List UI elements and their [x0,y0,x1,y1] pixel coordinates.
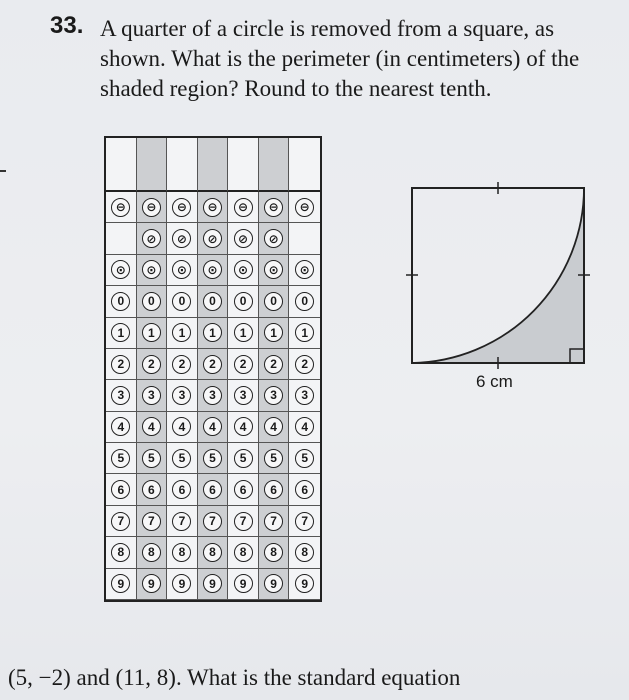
digit-bubble-6[interactable]: 6 [111,480,130,499]
fraction-bar-bubble[interactable]: ⊘ [234,229,253,248]
grid-cell [228,192,259,223]
digit-bubble-9[interactable]: 9 [172,574,191,593]
digit-bubble-9[interactable]: 9 [203,574,222,593]
digit-bubble-0[interactable]: 0 [264,292,283,311]
grid-cell [228,412,259,443]
digit-bubble-7[interactable]: 7 [234,512,253,531]
digit-bubble-5[interactable]: 5 [234,449,253,468]
decimal-point-bubble[interactable]: ⊙ [111,260,130,279]
decimal-point-bubble[interactable]: ⊙ [234,260,253,279]
grid-cell [259,192,290,223]
grid-cell [289,443,320,474]
sign-bubble[interactable]: ⊖ [295,198,314,217]
digit-bubble-8[interactable]: 8 [234,543,253,562]
grid-cell [228,349,259,380]
digit-bubble-1[interactable]: 1 [111,323,130,342]
digit-bubble-2[interactable]: 2 [295,355,314,374]
digit-bubble-6[interactable]: 6 [142,480,161,499]
digit-bubble-3[interactable]: 3 [111,386,130,405]
digit-bubble-2[interactable]: 2 [142,355,161,374]
grid-cell [259,569,290,600]
fraction-bar-bubble[interactable]: ⊘ [142,229,161,248]
digit-bubble-2[interactable]: 2 [111,355,130,374]
sign-bubble[interactable]: ⊖ [172,198,191,217]
digit-bubble-3[interactable]: 3 [295,386,314,405]
grid-cell [289,349,320,380]
digit-bubble-5[interactable]: 5 [172,449,191,468]
grid-cell [137,380,168,411]
grid-cell [198,318,229,349]
digit-bubble-7[interactable]: 7 [203,512,222,531]
digit-bubble-7[interactable]: 7 [142,512,161,531]
grid-cell [289,192,320,223]
sign-bubble[interactable]: ⊖ [111,198,130,217]
grid-cell [137,318,168,349]
digit-bubble-7[interactable]: 7 [111,512,130,531]
digit-bubble-4[interactable]: 4 [264,417,283,436]
grid-cell [137,443,168,474]
grid-cell [198,380,229,411]
digit-bubble-7[interactable]: 7 [264,512,283,531]
grid-cell [106,349,137,380]
digit-bubble-8[interactable]: 8 [172,543,191,562]
decimal-point-bubble[interactable]: ⊙ [172,260,191,279]
grid-cell [259,286,290,317]
grid-cell [106,380,137,411]
grid-cell [259,506,290,537]
grid-cell [198,192,229,223]
grid-cell [198,412,229,443]
grid-cell [167,286,198,317]
side-length-label: 6 cm [476,372,513,391]
digit-bubble-9[interactable]: 9 [295,574,314,593]
digit-bubble-0[interactable]: 0 [295,292,314,311]
digit-bubble-8[interactable]: 8 [203,543,222,562]
digit-bubble-2[interactable]: 2 [203,355,222,374]
grid-cell [259,443,290,474]
grid-cell [106,223,137,254]
digit-bubble-2[interactable]: 2 [264,355,283,374]
digit-bubble-1[interactable]: 1 [295,323,314,342]
fraction-bar-bubble[interactable]: ⊘ [203,229,222,248]
digit-bubble-9[interactable]: 9 [111,574,130,593]
grid-cell [106,412,137,443]
grid-cell [198,349,229,380]
digit-bubble-8[interactable]: 8 [111,543,130,562]
write-in-box [228,138,259,192]
grid-cell [198,255,229,286]
question-number: 33. [50,12,84,39]
grid-cell [167,443,198,474]
grid-cell [137,474,168,505]
write-in-box [137,138,168,192]
decimal-point-bubble[interactable]: ⊙ [203,260,222,279]
write-in-box [198,138,229,192]
grid-cell [228,506,259,537]
grid-cell [137,286,168,317]
digit-bubble-9[interactable]: 9 [142,574,161,593]
grid-cell [228,537,259,568]
digit-bubble-7[interactable]: 7 [295,512,314,531]
digit-bubble-8[interactable]: 8 [295,543,314,562]
grid-cell [289,506,320,537]
grid-cell [259,412,290,443]
grid-cell [106,569,137,600]
grid-cell [137,349,168,380]
grid-cell [228,286,259,317]
digit-bubble-1[interactable]: 1 [172,323,191,342]
digit-bubble-0[interactable]: 0 [172,292,191,311]
grid-cell [228,443,259,474]
grid-cell [167,474,198,505]
grid-cell [198,506,229,537]
grid-cell [167,380,198,411]
next-question-fragment: (5, −2) and (11, 8). What is the standard equation [8,665,461,690]
digit-bubble-5[interactable]: 5 [203,449,222,468]
grid-cell [167,569,198,600]
digit-bubble-0[interactable]: 0 [111,292,130,311]
fraction-bar-bubble[interactable]: ⊘ [264,229,283,248]
grid-cell [167,506,198,537]
grid-cell [167,192,198,223]
digit-bubble-1[interactable]: 1 [203,323,222,342]
grid-cell [106,443,137,474]
grid-cell [228,318,259,349]
digit-bubble-9[interactable]: 9 [264,574,283,593]
shaded-region [412,188,584,363]
grid-cell [137,506,168,537]
digit-bubble-4[interactable]: 4 [203,417,222,436]
grid-cell [137,412,168,443]
answer-grid [104,136,322,602]
digit-bubble-3[interactable]: 3 [203,386,222,405]
digit-bubble-3[interactable]: 3 [172,386,191,405]
grid-cell [198,569,229,600]
digit-bubble-6[interactable]: 6 [234,480,253,499]
write-in-box [167,138,198,192]
grid-cell [259,223,290,254]
grid-cell [106,255,137,286]
grid-cell [137,192,168,223]
grid-cell [228,255,259,286]
sign-bubble[interactable]: ⊖ [142,198,161,217]
decimal-point-bubble[interactable]: ⊙ [264,260,283,279]
digit-bubble-5[interactable]: 5 [111,449,130,468]
digit-bubble-3[interactable]: 3 [234,386,253,405]
digit-bubble-4[interactable]: 4 [234,417,253,436]
margin-tick-mark [0,170,6,172]
decimal-point-bubble[interactable]: ⊙ [295,260,314,279]
digit-bubble-0[interactable]: 0 [203,292,222,311]
digit-bubble-1[interactable]: 1 [234,323,253,342]
grid-cell [106,318,137,349]
grid-cell [228,223,259,254]
digit-bubble-7[interactable]: 7 [172,512,191,531]
grid-cell [289,380,320,411]
grid-cell [167,537,198,568]
grid-cell [259,474,290,505]
digit-bubble-6[interactable]: 6 [264,480,283,499]
grid-cell [167,349,198,380]
question-text: A quarter of a circle is removed from a square, as shown. What is the perimeter (in centimeters) of the shaded region? Round to the nearest tenth. [100,16,580,101]
grid-cell [106,506,137,537]
grid-cell [228,569,259,600]
sign-bubble[interactable]: ⊖ [203,198,222,217]
digit-bubble-3[interactable]: 3 [264,386,283,405]
digit-bubble-0[interactable]: 0 [142,292,161,311]
grid-cell [198,474,229,505]
decimal-point-bubble[interactable]: ⊙ [142,260,161,279]
grid-cell [106,537,137,568]
grid-cell [198,223,229,254]
grid-cell [259,537,290,568]
digit-bubble-4[interactable]: 4 [295,417,314,436]
grid-cell [259,318,290,349]
grid-cell [289,537,320,568]
write-in-box [289,138,320,192]
digit-bubble-5[interactable]: 5 [142,449,161,468]
grid-cell [198,537,229,568]
digit-bubble-2[interactable]: 2 [234,355,253,374]
digit-bubble-4[interactable]: 4 [111,417,130,436]
grid-cell [198,286,229,317]
grid-cell [106,192,137,223]
digit-bubble-2[interactable]: 2 [172,355,191,374]
grid-cell [289,412,320,443]
digit-bubble-8[interactable]: 8 [142,543,161,562]
digit-bubble-5[interactable]: 5 [295,449,314,468]
grid-cell [167,318,198,349]
digit-bubble-5[interactable]: 5 [264,449,283,468]
grid-cell [167,255,198,286]
digit-bubble-9[interactable]: 9 [234,574,253,593]
digit-bubble-0[interactable]: 0 [234,292,253,311]
grid-cell [198,443,229,474]
grid-cell [137,569,168,600]
grid-cell [289,318,320,349]
quarter-circle-figure [398,176,608,396]
grid-cell [289,286,320,317]
grid-cell [289,255,320,286]
digit-bubble-4[interactable]: 4 [142,417,161,436]
grid-cell [259,255,290,286]
digit-bubble-6[interactable]: 6 [203,480,222,499]
digit-bubble-8[interactable]: 8 [264,543,283,562]
grid-cell [106,286,137,317]
grid-cell [106,474,137,505]
write-in-box [259,138,290,192]
grid-cell [259,349,290,380]
digit-bubble-4[interactable]: 4 [172,417,191,436]
grid-cell [228,380,259,411]
digit-bubble-6[interactable]: 6 [172,480,191,499]
write-in-box [106,138,137,192]
grid-cell [137,223,168,254]
digit-bubble-6[interactable]: 6 [295,480,314,499]
grid-cell [137,255,168,286]
grid-cell [289,474,320,505]
grid-cell [137,537,168,568]
digit-bubble-1[interactable]: 1 [142,323,161,342]
grid-cell [228,474,259,505]
grid-cell [167,223,198,254]
grid-cell [289,569,320,600]
digit-bubble-3[interactable]: 3 [142,386,161,405]
sign-bubble[interactable]: ⊖ [264,198,283,217]
grid-cell [259,380,290,411]
grid-cell [167,412,198,443]
fraction-bar-bubble[interactable]: ⊘ [172,229,191,248]
digit-bubble-1[interactable]: 1 [264,323,283,342]
sign-bubble[interactable]: ⊖ [234,198,253,217]
grid-cell [289,223,320,254]
